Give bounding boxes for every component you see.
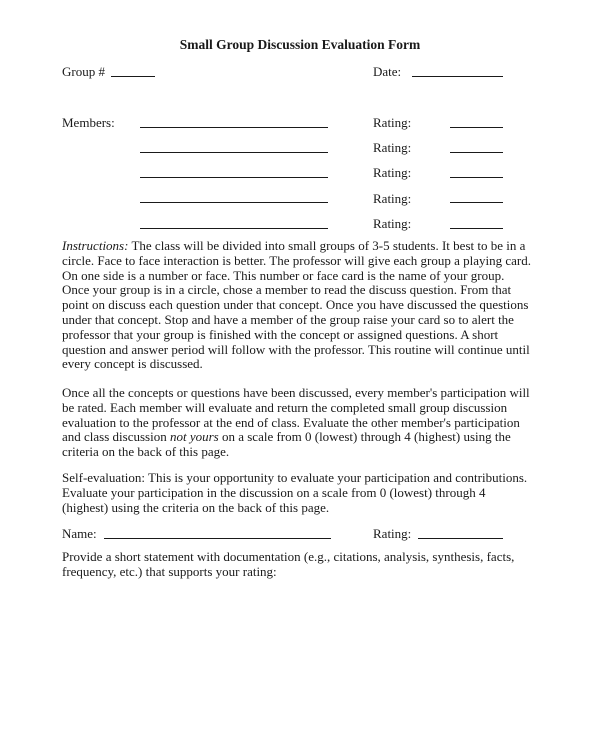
member-name-blank-2[interactable] — [140, 152, 328, 153]
date-label: Date: — [373, 64, 402, 79]
member-rating-label-2: Rating: — [373, 140, 412, 155]
date-blank[interactable] — [412, 76, 503, 77]
members-label: Members: — [62, 115, 115, 130]
group-number-blank[interactable] — [111, 76, 155, 77]
statement-paragraph: Provide a short statement with documentation (e.g., citations, analysis, synthesis, facts, frequency, etc.) that supports your rating: — [62, 549, 515, 579]
member-name-blank-4[interactable] — [140, 202, 328, 203]
member-rating-blank-2[interactable] — [450, 152, 503, 153]
rating-text-before: Once all the concepts or questions have been discussed, every member's participation will be rated. Each member will evaluate and return the completed small group discussion evaluation to the professor at the end of class. Evaluate the other member's participation and class discussion — [62, 385, 530, 445]
instructions-paragraph — [62, 239, 534, 372]
rating-paragraph — [62, 386, 534, 460]
member-name-blank-3[interactable] — [140, 177, 328, 178]
instructions-lead: Instructions: — [62, 238, 129, 253]
member-rating-label-4: Rating: — [373, 191, 412, 206]
self-evaluation-paragraph: Self-evaluation: This is your opportunity to evaluate your participation and contributions. Evaluate your participation in the discussion on a scale from 0 (lowest) through 4 (highest) using the criteria on the back of this page. — [62, 470, 528, 515]
member-rating-blank-5[interactable] — [450, 228, 503, 229]
member-rating-label-5: Rating: — [373, 216, 412, 231]
name-label: Name: — [62, 526, 97, 541]
member-rating-blank-3[interactable] — [450, 177, 503, 178]
form-title: Small Group Discussion Evaluation Form — [179, 37, 421, 52]
member-name-blank-1[interactable] — [140, 127, 328, 128]
member-name-blank-5[interactable] — [140, 228, 328, 229]
member-rating-label-3: Rating: — [373, 165, 412, 180]
group-label: Group # — [62, 64, 105, 79]
member-rating-blank-1[interactable] — [450, 127, 503, 128]
instructions-text: The class will be divided into small groups of 3-5 students. It best to be in a circle. Face to face interaction is better. The professor will give each group a playing card. On one side is a number or face. This number or face card is the name of your group. Once your group is in a circle, chose a member to read the discuss question. From that point on discuss each question under that concept. Once you have discussed the questions under that concept. Stop and have a member of the group raise your card so to alert the professor that your group is finished with the concept or assigned questions. A short question and answer period will follow with the professor. This routine will continue until every concept is discussed. — [62, 238, 532, 372]
self-rating-label: Rating: — [373, 526, 412, 541]
self-rating-blank[interactable] — [418, 538, 503, 539]
rating-emphasis: not yours — [169, 429, 219, 445]
member-rating-label-1: Rating: — [373, 115, 412, 130]
name-blank[interactable] — [104, 538, 331, 539]
member-rating-blank-4[interactable] — [450, 202, 503, 203]
rating-text-after: on a scale from 0 (lowest) through 4 (highest) using the criteria on the back of this page. — [62, 429, 511, 460]
